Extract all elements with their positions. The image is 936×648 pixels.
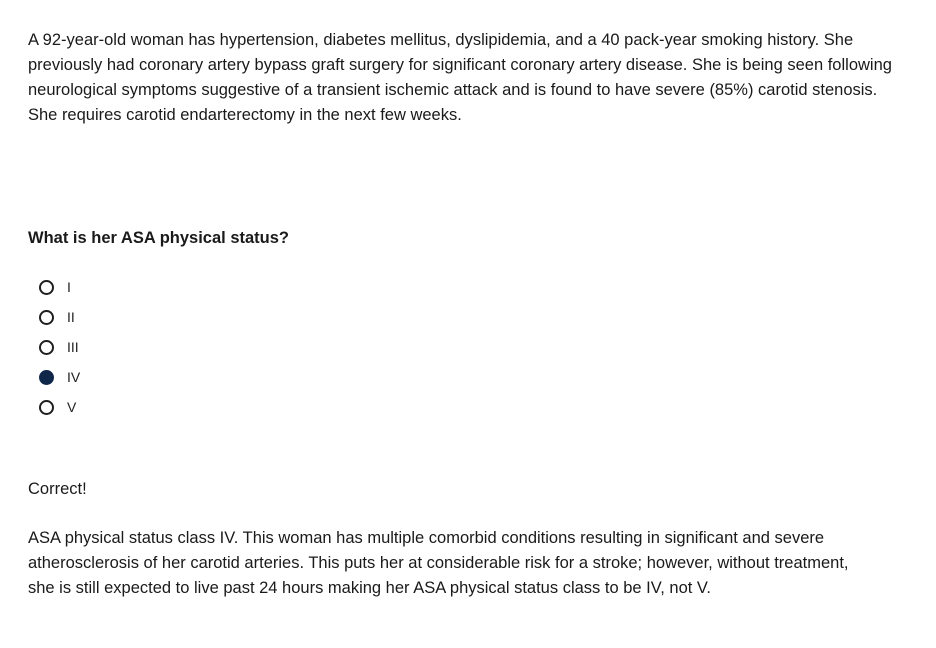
option-label: II [67,309,75,325]
radio-button[interactable] [39,400,54,415]
option-label: III [67,339,79,355]
radio-button[interactable] [39,340,54,355]
answer-option-iii[interactable] [39,332,80,362]
radio-button[interactable] [39,310,54,325]
radio-button-selected[interactable] [39,370,54,385]
answer-option-i[interactable] [39,272,80,302]
feedback-status: Correct! [28,480,87,498]
option-label: V [67,399,77,415]
question-prompt: What is her ASA physical status? [28,229,290,247]
radio-button[interactable] [39,280,54,295]
answer-option-v[interactable] [39,392,80,422]
quiz-card [28,28,908,597]
answer-options [39,272,80,422]
option-label: IV [67,369,81,385]
option-label: I [67,279,71,295]
answer-option-ii[interactable] [39,302,80,332]
answer-option-iv[interactable] [39,362,80,392]
question-stem: A 92-year-old woman has hypertension, diabetes mellitus, dyslipidemia, and a 40 pack-year smoking history. She previously had coronary artery bypass graft surgery for significant coronary artery disease. She is being seen following neurological symptoms suggestive of a transient ischemic attack and is found to have severe (85%) carotid stenosis. She requires carotid endarterectomy in the next few weeks. [28,31,892,124]
answer-explanation: ASA physical status class IV. This woman has multiple comorbid conditions resulting in significant and severe atherosclerosis of her carotid arteries. This puts her at considerable risk for a stroke; however, without treatment, she is still expected to live past 24 hours making her ASA physical status class to be IV, not V. [28,529,849,597]
